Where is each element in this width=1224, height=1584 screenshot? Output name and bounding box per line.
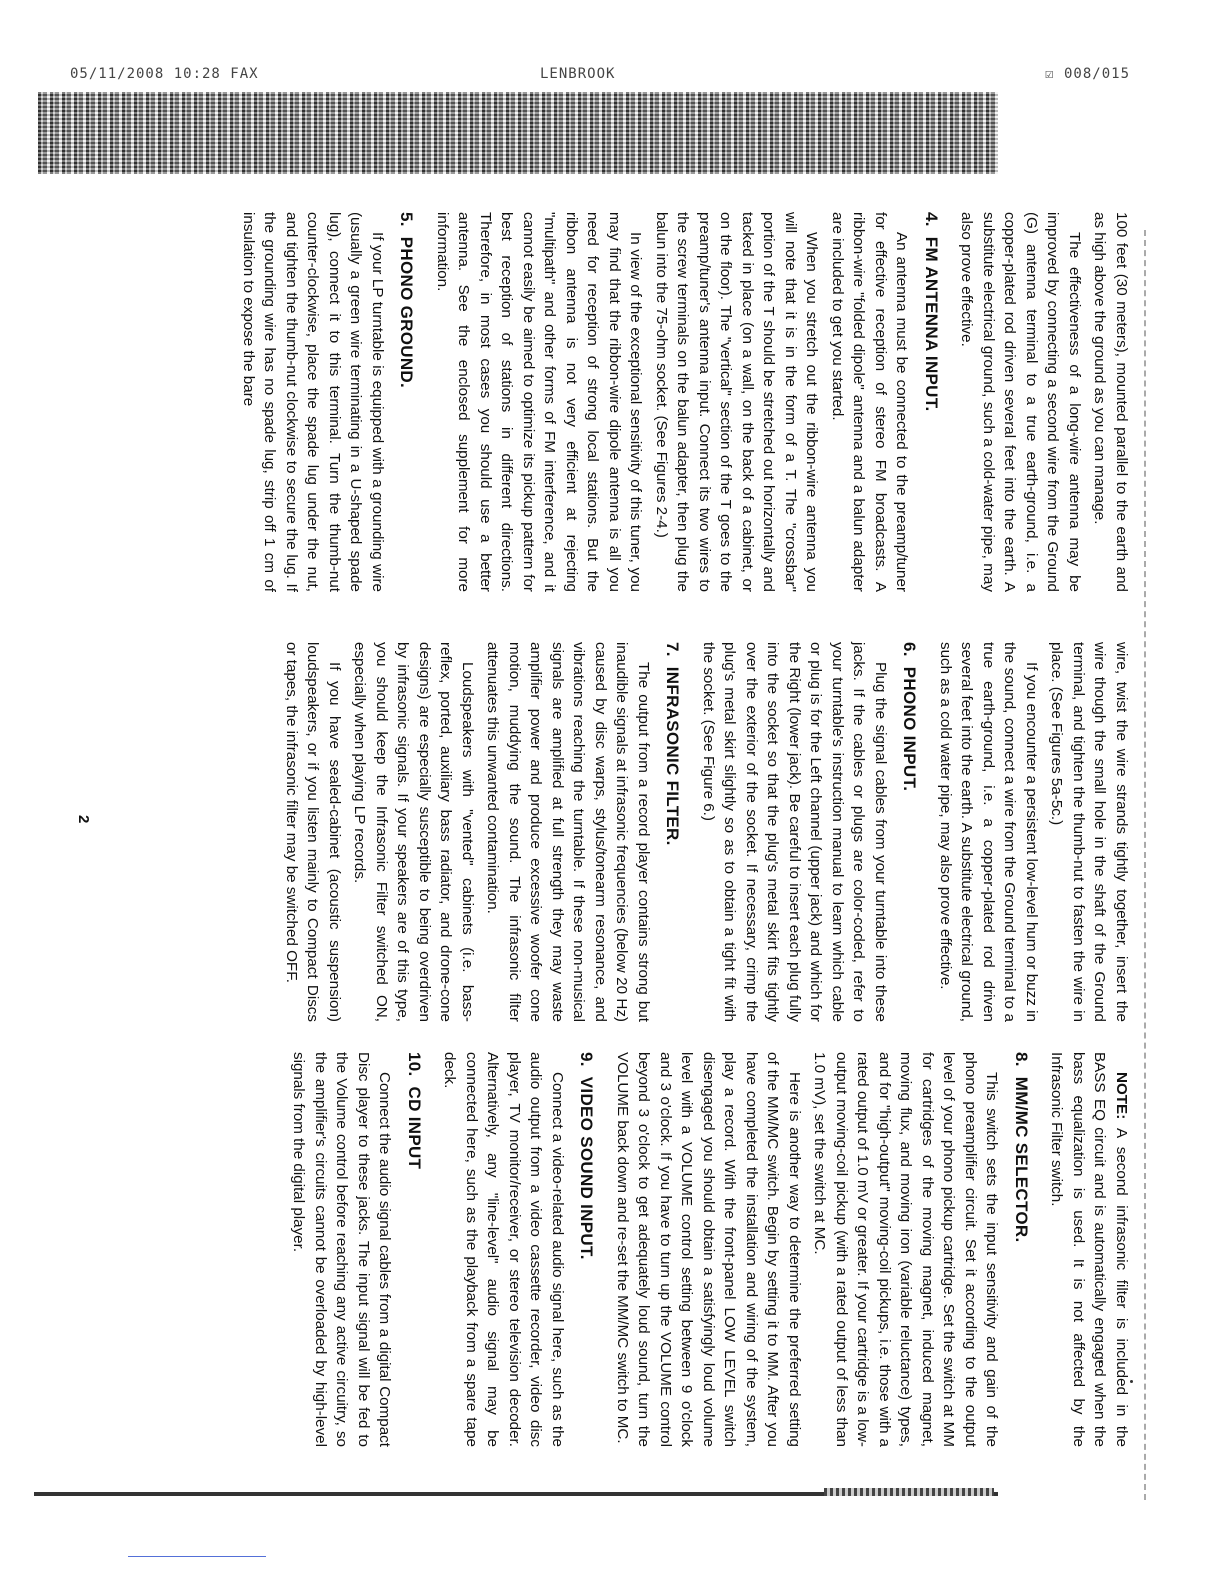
fax-header [70, 66, 1130, 88]
section-heading-video-sound-input: 9.VIDEO SOUND INPUT. [577, 1052, 597, 1260]
footer-link-underline [128, 1556, 266, 1557]
scan-edge-line [1144, 230, 1146, 1500]
page-number: 2 [75, 815, 92, 824]
fax-sender: LENBROOK [540, 66, 616, 82]
section-heading-cd-input: 10.CD INPUT [405, 1052, 424, 1170]
paragraph: Connect the audio signal cables from a digital Compact Disc player to these jacks. The input signal will be fed to the Volume control before reaching any active circuitry, so the amplifier's circuits cannot be overloaded by high-level signals from the digital player. [290, 1052, 394, 1447]
section-heading-mm-mc-selector: 8.MM/MC SELECTOR. [1012, 1052, 1031, 1243]
paragraph: Loudspeakers with "vented" cabinets (i.e. bass-reflex, ported, auxiliary bass radiator, and drone-cone designs) are especially susceptible to being overdriven by infrasonic signals. If your speakers are of this type, you should keep the Infrasonic Filter switched ON, especially when playing LP records. [351, 642, 476, 1022]
paragraph: wire, twist the wire strands tightly together, insert the wire though the small hole in the shaft of the Ground terminal, and tighten the thumb-nut to fasten the wire in place. (See Figures 5a-5c.) [1048, 642, 1130, 1022]
paragraph: This switch sets the input sensitivity and gain of the phono preamplifier circuit. Set it according to the output level of your phono pickup cartridge. Set the switch at MM for cartridges of the moving magnet, induced magnet, moving flux, and moving iron (variable reluctance) types, and for "high-output" moving-coil pickups, i.e. those with a rated output of 1.0 mV or greater. If your cartridge is a low-output moving-coil pickup (with a rated output of less than 1.0 mV), set the switch at MC. [811, 1052, 1001, 1447]
paragraph: 100 feet (30 meters), mounted parallel to the earth and as high above the ground as you can manage. [1091, 212, 1130, 592]
scan-noise-band [38, 92, 998, 174]
paragraph: In view of the exceptional sensitivity of this tuner, you may find that the ribbon-wire dipole antenna is all you need for reception of strong local stations. But the ribbon antenna is not very efficient at rejecting "multipath" and other forms of FM interference, and it cannot easily be aimed to optimize its pickup pattern for best reception of stations in different directions. Therefore, in most cases you should use a better antenna. See the enclosed supplement for more information. [434, 212, 645, 592]
paragraph: An antenna must be connected to the preamp/tuner for effective reception of stereo FM broadcasts. A ribbon-wire "folded dipole" antenna and a balun adapter are included to get you started. [829, 212, 911, 592]
section-heading-phono-ground: 5.PHONO GROUND. [397, 212, 417, 389]
paragraph: Here is another way to determine the preferred setting of the MM/MC switch. Begin by setting it to MM. After you have completed the installation and wiring of the system, play a record. With the front-panel LOW LEVEL switch disengaged you should obtain a satisfyingly loud volume level with a VOLUME control setting between 9 o'clock and 3 o'clock. If you have to turn up the VOLUME control beyond 3 o'clock to get adequately loud sound, turn the VOLUME back down and re-set the MM/MC switch to MC. [614, 1052, 803, 1447]
paragraph: If you have sealed-cabinet (acoustic suspension) loudspeakers, or if you listen mainly to Compact Discs or tapes, the infrasonic filter may be switched OFF. [283, 642, 343, 1022]
paragraph: The output from a record player contains strong but inaudible signals at infrasonic frequencies (below 20 Hz) caused by disc warps, stylus/tonearm resonance, and vibrations reaching the turntable. If these non-musical signals are amplified at full strength they may waste amplifier power and produce excessive woofer cone motion, muddying the sound. The infrasonic filter attenuates this unwanted contamination. [484, 642, 652, 1022]
bottom-scan-rule [34, 1492, 998, 1496]
fax-page-counter: ☑ 008/015 [1045, 66, 1130, 82]
paragraph: When you stretch out the ribbon-wire antenna you will note that it is in the form of a T. The "crossbar" portion of the T should be stretched out horizontally and tacked in place (on a wall, on the back of a cabinet, or on the floor). The "vertical" section of the T goes to the preamp/tuner's antenna input. Connect its two wires to the screw terminals on the balun adapter, then plug the balun into the 75-ohm socket. (See Figures 2-4.) [653, 212, 821, 592]
fax-datetime: 05/11/2008 10:28 FAX [70, 66, 259, 82]
paragraph: If you encounter a persistent low-level hum or buzz in the sound, connect a wire from the Ground terminal to a true earth-ground, i.e. a copper-plated rod driven several feet into the earth. A substitute electrical ground, such as a cold water pipe, may also prove effective. [937, 642, 1040, 1022]
text-column-3 [284, 1052, 1132, 1447]
paragraph: Connect a video-related audio signal here, such as the audio output from a video cassette recorder, video disc player, TV monitor/receiver, or stereo television decoder. Alternatively, any "line-level" audio signal may be connected here, such as the playback from a spare tape deck. [441, 1052, 566, 1447]
paragraph: Plug the signal cables from your turntable into these jacks. If the cables or plugs are color-coded, refer to your turntable's instruction manual to learn which cable or plug is for the Left channel (upper jack) and which for the Right (lower jack). Be careful to insert each plug fully into the socket so that the plug's metal skirt fits tightly over the exterior of the socket. If necessary, crimp the plug's metal skirt slightly so as to obtain a tight fit with the socket. (See Figure 6.) [700, 642, 889, 1022]
section-heading-infrasonic-filter: 7.INFRASONIC FILTER. [663, 642, 683, 846]
section-heading-fm-antenna: 4.FM ANTENNA INPUT. [922, 212, 941, 412]
section-heading-phono-input: 6.PHONO INPUT. [900, 642, 920, 792]
text-column-1 [234, 212, 1133, 592]
paragraph: The effectiveness of a long-wire antenna may be improved by connecting a second wire from the Ground (G) antenna terminal to a true earth-ground, i.e. a copper-plated rod driven several feet into the earth. A substitute electrical ground, such a cold-water pipe, may also prove effective. [958, 212, 1083, 592]
note-paragraph: NOTE: A second infrasonic filter is included in the BASS EQ circuit and is automatically engaged when the bass equalization is used. It is not affected by the Infrasonic Filter switch. [1048, 1052, 1130, 1447]
rotated-manual-page [72, 182, 1142, 1482]
paragraph: If your LP turntable is equipped with a grounding wire (usually a green wire terminating in a U-shaped spade lug), connect it to this terminal. Turn the thumb-nut counter-clockwise, place the spade lug under the nut, and tighten the thumb-nut clockwise to secure the lug. If the grounding wire has no spade lug, strip off 1 cm of insulation to expose the bare [240, 212, 386, 592]
text-column-2 [277, 642, 1133, 1022]
